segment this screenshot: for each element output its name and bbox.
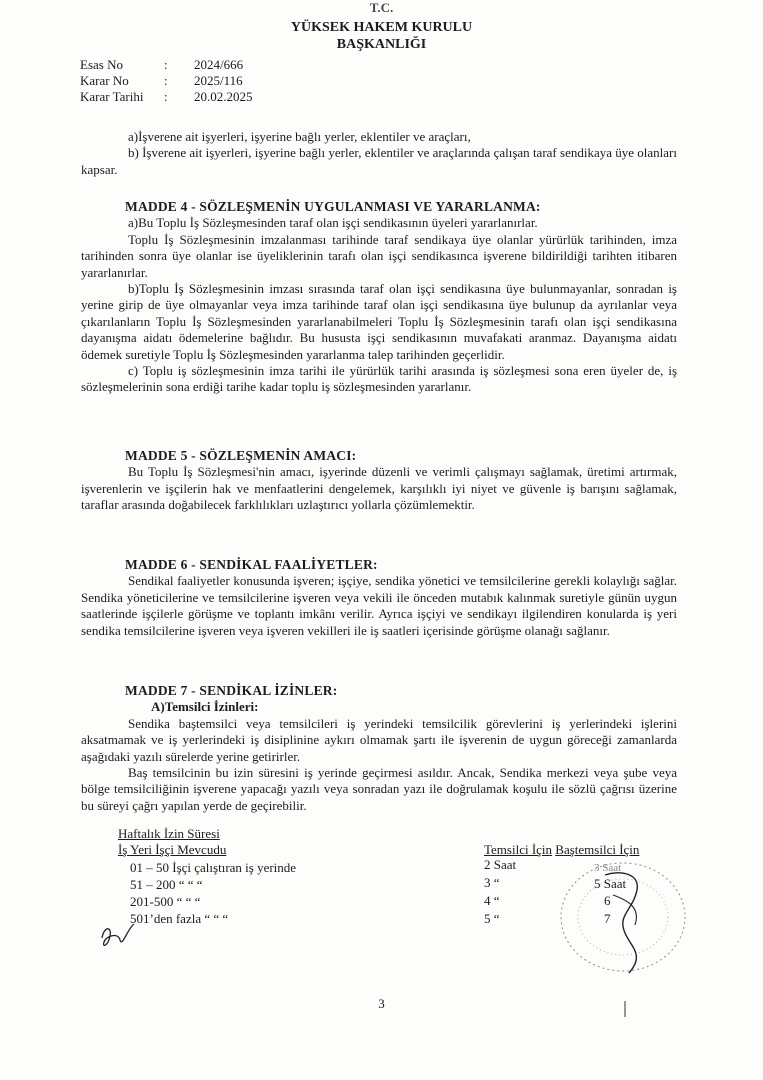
header-department: BAŞKANLIĞI bbox=[336, 37, 427, 52]
header-institution: YÜKSEK HAKEM KURULU bbox=[290, 20, 473, 35]
madde4-p3: b)Toplu İş Sözleşmesinin imzası sırasında taraf olan işçi sendikasına üye bulunmayanlar, sonradan iş yerine girip de üye olmayanlar veya imza tarihinde taraf olan işçi sendikasına üye bulunup da ayrılanlar veya çıkarılanların Toplu İş Sözleşmesinden yararlanabilmeleri Toplu İş Sözleşmesinin tarafı olan işçi sendikasına dayanışma aidatı ödemelerine bağlıdır. Bu hususta işçi sendikasının muvafakati aranmaz. Dayanışma aidatı ödemek suretiyle Toplu İş Sözleşmesinden yararlanma talep tarihinden geçerlidir. bbox=[81, 281, 677, 362]
row-workforce: 01 – 50 İşçi çalıştıran iş yerinde bbox=[130, 860, 297, 875]
table-row bbox=[130, 860, 296, 876]
table-cell-headrep: 3 Saat bbox=[594, 862, 622, 874]
page-number: 3 bbox=[378, 996, 385, 1011]
table-row bbox=[130, 877, 203, 893]
madde5-section bbox=[81, 448, 677, 514]
madde4-p4: c) Toplu iş sözleşmesinin imza tarihi ile yürürlük tarihi arasında iş sözleşmesi sona eren üyeler de, iş sözleşmelerinin sona erdiği tarihe kadar toplu iş sözleşmesinden yararlanır. bbox=[81, 363, 677, 395]
margin-mark-icon bbox=[621, 1000, 629, 1018]
case-metadata bbox=[80, 57, 253, 105]
header-tc: T.C. bbox=[369, 2, 394, 14]
madde5-title: MADDE 5 - SÖZLEŞMENİN AMACI: bbox=[125, 448, 357, 463]
official-seal-icon bbox=[545, 855, 695, 985]
meta-row-tarih bbox=[80, 89, 253, 105]
meta-colon: : bbox=[164, 57, 168, 72]
row-workforce: 501’den fazla “ “ “ bbox=[130, 911, 229, 926]
meta-value: 2024/666 bbox=[194, 57, 244, 72]
meta-value: 20.02.2025 bbox=[194, 89, 253, 104]
table-cell-representative: 4 “ bbox=[484, 893, 500, 908]
row-workforce: 201-500 “ “ “ bbox=[130, 894, 201, 909]
madde4-section bbox=[81, 199, 677, 396]
intro-a: a)İşverene ait işyerleri, işyerine bağlı yerler, eklentiler ve araçları, bbox=[128, 129, 471, 144]
intro-b: b) İşverene ait işyerleri, işyerine bağlı yerler, eklentiler ve araçlarında çalışan taraf sendikaya üye olanları kapsar. bbox=[81, 145, 677, 177]
madde4-p2: Toplu İş Sözleşmesinin imzalanması tarihinde taraf sendikaya üye olanlar yürürlük tarihinden, imza tarihinden sonra üye olanlar ise üyeliklerinin tarafı olan işçi sendikasınca işverene bildirildiği tarihten itibaren yararlanırlar. bbox=[81, 231, 677, 280]
col2-text: Temsilci İçin bbox=[484, 842, 553, 857]
meta-colon: : bbox=[164, 89, 168, 104]
meta-key: Karar Tarihi bbox=[80, 89, 144, 104]
table-cell-headrep: 7 bbox=[604, 911, 611, 926]
meta-row-esas bbox=[80, 57, 253, 73]
table-row bbox=[130, 911, 228, 927]
table-cell-representative: 3 “ bbox=[484, 875, 500, 890]
madde7-p2: Baş temsilcinin bu izin süresini iş yerinde geçirmesi asıldır. Ancak, Sendika merkezi veya şube veya bölge temsilciliğinin işverene yapacağı yazılı veya sonradan yazı ile doğrulamak koşulu ile sözlü çağrısı üzerine bu süreyi çağrı yapılan yerde de geçirebilir. bbox=[81, 765, 677, 813]
madde7-p1: Sendika baştemsilci veya temsilcileri iş yerindeki temsilcilik görevlerini iş yerlerindeki işlerini aksatmamak ve iş yerlerindeki iş disiplinine aykırı olmamak şartı ile işverenin de uygun göreceği zamanlarda aşağıdaki yazılı sürelerde yerine getirirler. bbox=[81, 715, 677, 764]
madde6-p1: Sendikal faaliyetler konusunda işveren; işçiye, sendika yönetici ve temsilcilerine gerekli kolaylığı sağlar. Sendika yöneticilerine ve temsilcilerine işveren veya vekili ile önceden mutabık kalınmak suretiyle günün uygun saatlerinde işçilerle görüşme ve toplantı imkânı verilir. Ayrıca işçiyi ve sendikayı ilgilendiren konularda iş yeri sendika temsilcilerine işveren veya işveren vekilleri ile iş saatleri içerisinde görüşme olanağı sağlanır. bbox=[81, 573, 677, 638]
madde7-subtitle: A)Temsilci İzinleri: bbox=[151, 699, 259, 715]
table-cell-headrep: 6 bbox=[604, 893, 611, 908]
caption-text: Haftalık İzin Süresi bbox=[118, 826, 220, 841]
madde6-section bbox=[81, 557, 677, 639]
meta-value: 2025/116 bbox=[194, 73, 243, 88]
meta-key: Esas No bbox=[80, 57, 123, 72]
madde7-section bbox=[81, 683, 677, 814]
table-cell-representative: 2 Saat bbox=[484, 857, 517, 872]
madde5-p1: Bu Toplu İş Sözleşmesi'nin amacı, işyerinde düzenli ve verimli çalışmayı sağlamak, üretimi artırmak, işverenlerin ve işçilerin hak ve menfaatlerini dengelemek, karşılıklı iyi niyet ve güvenle iş barışını sağlamak, taraflar arasında doğabilecek farklılıkları uzlaştırıcı yollarla çözümlemektir. bbox=[81, 464, 677, 513]
initials-signature-icon bbox=[98, 918, 138, 952]
col1-text: İş Yeri İşçi Mevcudu bbox=[118, 842, 227, 857]
madde7-title: MADDE 7 - SENDİKAL İZİNLER: bbox=[125, 683, 338, 698]
table-cell-headrep: 5 Saat bbox=[594, 876, 627, 891]
row-workforce: 51 – 200 “ “ “ bbox=[130, 877, 203, 892]
meta-colon: : bbox=[164, 73, 168, 88]
table-col-header-workforce bbox=[118, 842, 226, 858]
madde4-p1: a)Bu Toplu İş Sözleşmesinden taraf olan işçi sendikasının üyeleri yararlanırlar. bbox=[128, 215, 538, 231]
table-row bbox=[130, 894, 200, 910]
table-caption bbox=[118, 826, 220, 842]
table-cell-representative: 5 “ bbox=[484, 911, 500, 926]
col3-text: Baştemsilci İçin bbox=[555, 842, 640, 857]
meta-key: Karar No bbox=[80, 73, 129, 88]
madde6-title: MADDE 6 - SENDİKAL FAALİYETLER: bbox=[125, 557, 378, 572]
meta-row-karar bbox=[80, 73, 253, 89]
madde4-title: MADDE 4 - SÖZLEŞMENİN UYGULANMASI VE YARARLANMA: bbox=[125, 199, 541, 214]
intro-block bbox=[81, 129, 677, 178]
